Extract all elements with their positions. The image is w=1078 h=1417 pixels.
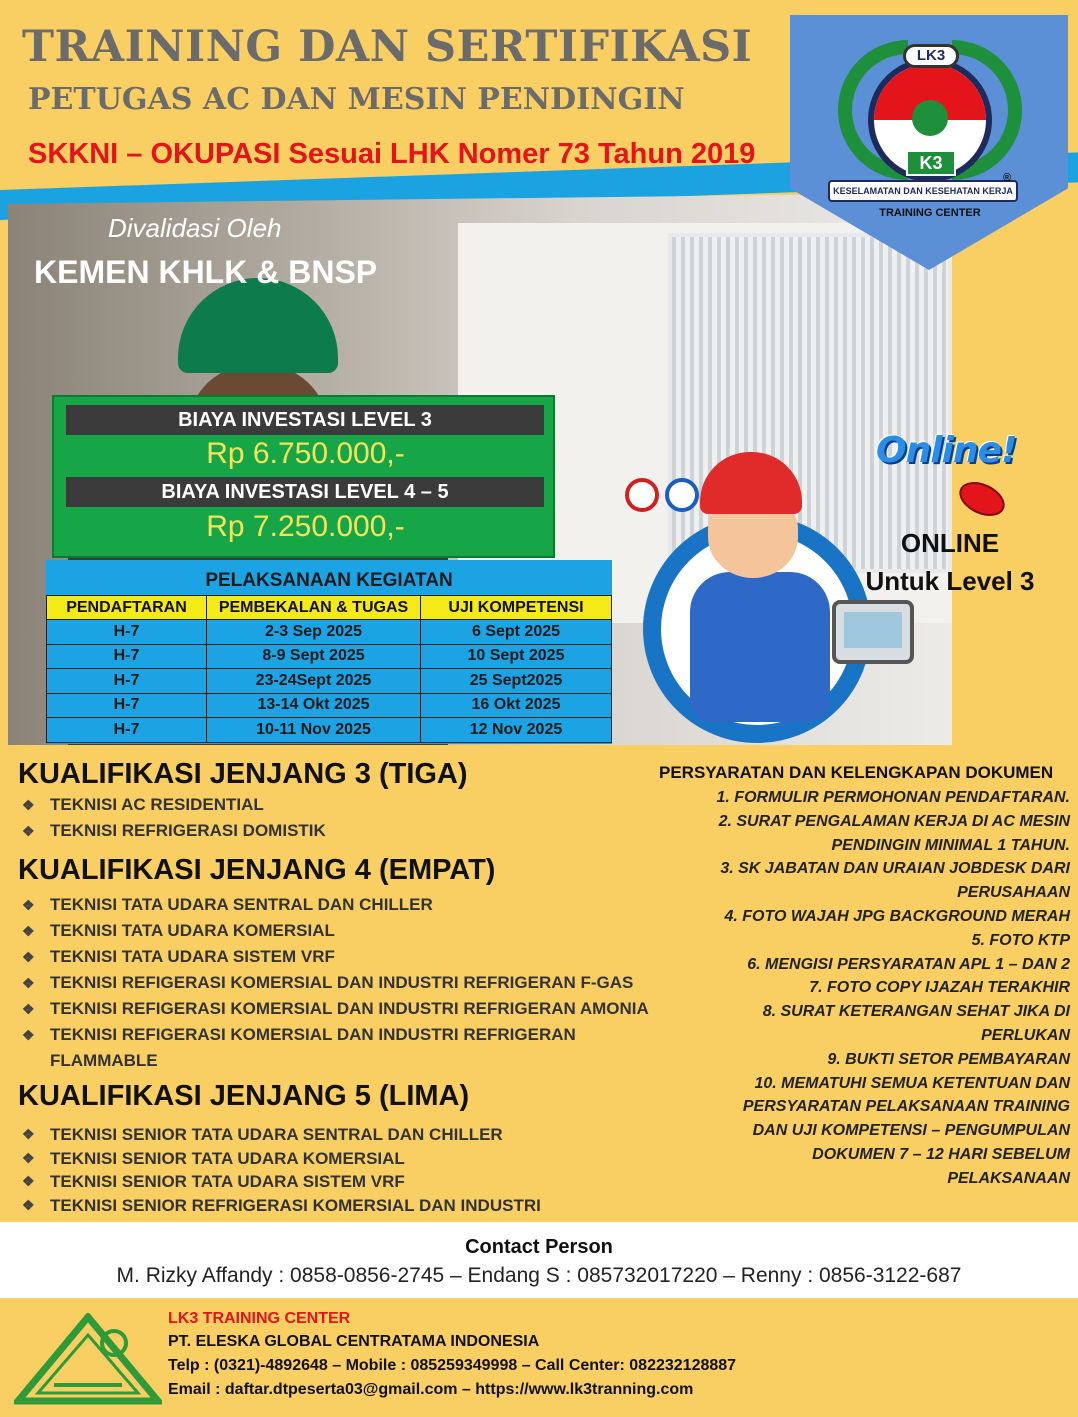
online-info: [860, 524, 1040, 600]
footer-org: LK3 TRAINING CENTER: [168, 1310, 351, 1327]
qualification-level3-list: [22, 792, 326, 844]
logo-training-center-text: TRAINING CENTER: [879, 207, 981, 219]
schedule-header-cell: PEMBEKALAN & TUGAS: [207, 596, 421, 620]
list-item: 9. BUKTI SETOR PEMBAYARAN: [827, 1050, 1070, 1068]
list-item: DOKUMEN 7 – 12 HARI SEBELUM: [812, 1145, 1070, 1163]
computer-mouse-icon: [954, 475, 1010, 522]
list-item: PENDINGIN MINIMAL 1 TAHUN.: [831, 836, 1070, 854]
list-item: PERUSAHAAN: [957, 884, 1070, 902]
table-cell: 25 Sept2025: [421, 669, 612, 694]
list-item: ❖ TEKNISI REFIGERASI KOMERSIAL DAN INDUSTRI REFRIGERAN FLAMMABLE: [22, 1022, 622, 1074]
table-cell: 16 Okt 2025: [421, 693, 612, 718]
contact-persons: M. Rizky Affandy : 0858-0856-2745 – Endang S : 085732017220 – Renny : 0856-3122-687: [116, 1264, 962, 1287]
list-item: ❖ TEKNISI REFIGERASI KOMERSIAL DAN INDUSTRI REFRIGERAN AMONIA: [22, 996, 682, 1022]
contact-panel: [0, 1222, 1078, 1298]
list-item: 10. MEMATUHI SEMUA KETENTUAN DAN: [754, 1074, 1070, 1092]
schedule-header-row: [47, 596, 612, 620]
list-item: ❖ TEKNISI AC RESIDENTIAL: [22, 792, 326, 818]
price-level3-label: BIAYA INVESTASI LEVEL 3: [66, 405, 544, 435]
logo-lk3-text: LK3: [903, 44, 959, 68]
list-item: PERSYARATAN PELAKSANAAN TRAINING: [742, 1098, 1070, 1116]
qualification-level5-list: [22, 1123, 541, 1217]
page-subtitle: PETUGAS AC DAN MESIN PENDINGIN: [28, 82, 685, 117]
table-cell: 13-14 Okt 2025: [207, 693, 421, 718]
list-item: PELAKSANAAN: [947, 1169, 1070, 1187]
online-badge: Online!: [876, 430, 1017, 471]
schedule-panel: [46, 560, 612, 744]
table-row: [47, 644, 612, 669]
table-row: [47, 718, 612, 743]
registered-mark: ®: [1003, 172, 1012, 184]
list-item: ❖ TEKNISI TATA UDARA SENTRAL DAN CHILLER: [22, 892, 682, 918]
list-item: 7. FOTO COPY IJAZAH TERAKHIR: [809, 979, 1070, 997]
gear-icon: [912, 100, 948, 136]
table-cell: 10-11 Nov 2025: [207, 718, 421, 743]
price-level45-label: BIAYA INVESTASI LEVEL 4 – 5: [66, 477, 544, 507]
schedule-header-cell: UJI KOMPETENSI: [421, 596, 612, 620]
list-item: 3. SK JABATAN DAN URAIAN JOBDESK DARI: [720, 860, 1070, 878]
pricing-box: [52, 395, 555, 558]
table-cell: 23-24Sept 2025: [207, 669, 421, 694]
qualification-level4-list: [22, 892, 682, 1074]
footer-email[interactable]: Email : daftar.dtpeserta03@gmail.com – https://www.lk3tranning.com: [168, 1381, 694, 1398]
table-row: [47, 620, 612, 645]
table-cell: 8-9 Sept 2025: [207, 644, 421, 669]
footer-company: PT. ELESKA GLOBAL CENTRATAMA INDONESIA: [168, 1333, 540, 1350]
regulation-text: SKKNI – OKUPASI Sesuai LHK Nomer 73 Tahun 2019: [28, 138, 756, 170]
pressure-gauge-icon: [665, 478, 699, 512]
mascot-body-icon: [690, 572, 830, 722]
list-item: ❖ TEKNISI SENIOR TATA UDARA SENTRAL DAN CHILLER: [22, 1123, 541, 1147]
table-row: [47, 669, 612, 694]
list-item: 1. FORMULIR PERMOHONAN PENDAFTARAN.: [716, 789, 1070, 806]
table-cell: H-7: [47, 669, 207, 694]
table-cell: 6 Sept 2025: [421, 620, 612, 645]
online-line1: ONLINE: [900, 528, 1000, 558]
list-item: 4. FOTO WAJAH JPG BACKGROUND MERAH: [724, 907, 1070, 925]
table-cell: H-7: [47, 693, 207, 718]
list-item: ❖ TEKNISI TATA UDARA KOMERSIAL: [22, 918, 682, 944]
qualification-level5-heading: KUALIFIKASI JENJANG 5 (LIMA): [18, 1080, 470, 1112]
list-item: PERLUKAN: [981, 1026, 1070, 1044]
qualification-level4-heading: KUALIFIKASI JENJANG 4 (EMPAT): [18, 854, 496, 886]
page-title: TRAINING DAN SERTIFIKASI: [22, 22, 753, 72]
green-helmet-image: [178, 278, 338, 373]
price-level3-value: Rp 6.750.000,-: [206, 437, 405, 470]
footer-phones: Telp : (0321)-4892648 – Mobile : 085259349998 – Call Center: 082232128887: [168, 1357, 737, 1374]
table-cell: 10 Sept 2025: [421, 644, 612, 669]
list-item: ❖ TEKNISI REFRIGERASI DOMISTIK: [22, 818, 326, 844]
list-item: 8. SURAT KETERANGAN SEHAT JIKA DI: [762, 1003, 1070, 1021]
requirements-title: PERSYARATAN DAN KELENGKAPAN DOKUMEN: [659, 763, 1054, 782]
schedule-title: PELAKSANAAN KEGIATAN: [205, 570, 453, 591]
qualification-level3-heading: KUALIFIKASI JENJANG 3 (TIGA): [18, 758, 468, 790]
table-cell: 2-3 Sep 2025: [207, 620, 421, 645]
table-cell: H-7: [47, 620, 207, 645]
table-cell: 12 Nov 2025: [421, 718, 612, 743]
egci-logo-icon: [14, 1313, 162, 1405]
table-cell: H-7: [47, 644, 207, 669]
list-item: ❖ TEKNISI REFIGERASI KOMERSIAL DAN INDUSTRI REFRIGERAN F-GAS: [22, 970, 682, 996]
list-item: 6. MENGISI PERSYARATAN APL 1 – DAN 2: [747, 955, 1070, 973]
requirements-list: [660, 786, 1070, 1191]
list-item: ❖ TEKNISI SENIOR TATA UDARA KOMERSIAL: [22, 1147, 541, 1171]
schedule-header-cell: PENDAFTARAN: [47, 596, 207, 620]
logo-k3-text: K3: [906, 150, 956, 176]
list-item: ❖ TEKNISI SENIOR REFRIGERASI KOMERSIAL DAN INDUSTRI: [22, 1194, 541, 1218]
list-item: ❖ TEKNISI TATA UDARA SISTEM VRF: [22, 944, 682, 970]
contact-heading: Contact Person: [465, 1236, 613, 1258]
list-item: 2. SURAT PENGALAMAN KERJA DI AC MESIN: [718, 812, 1070, 830]
validated-label: Divalidasi Oleh: [108, 213, 282, 243]
list-item: DAN UJI KOMPETENSI – PENGUMPULAN: [752, 1122, 1070, 1140]
price-level45-value: Rp 7.250.000,-: [206, 510, 405, 543]
logo-ribbon-text: KESELAMATAN DAN KESEHATAN KERJA: [828, 180, 1018, 202]
list-item: 5. FOTO KTP: [971, 931, 1070, 949]
schedule-table: [46, 595, 612, 743]
thermostat-device-icon: [832, 600, 914, 664]
validator-name: KEMEN KHLK & BNSP: [34, 254, 378, 290]
table-cell: H-7: [47, 718, 207, 743]
list-item: ❖ TEKNISI SENIOR TATA UDARA SISTEM VRF: [22, 1170, 541, 1194]
pressure-gauge-icon: [625, 478, 659, 512]
online-line2: Untuk Level 3: [865, 566, 1035, 596]
table-row: [47, 693, 612, 718]
